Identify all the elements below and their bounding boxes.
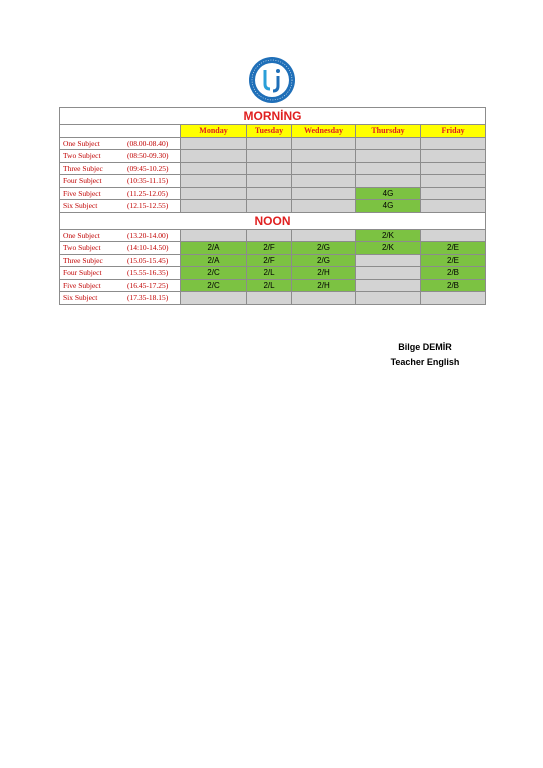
schedule-cell: 2/C [181, 279, 247, 292]
schedule-cell [292, 162, 356, 175]
teacher-role: Teacher English [390, 357, 460, 367]
schedule-cell [356, 150, 421, 163]
schedule-cell: 2/F [247, 254, 292, 267]
schedule-cell [421, 175, 486, 188]
schedule-cell [181, 137, 247, 150]
school-logo [248, 56, 296, 104]
slot-time: (11.25-12.05) [127, 188, 168, 198]
slot-time: (08:50-09.30) [127, 151, 169, 161]
slot-name: One Subject [63, 138, 100, 148]
table-row [60, 229, 486, 242]
table-row [60, 292, 486, 305]
slot-name: Two Subject [63, 151, 101, 161]
schedule-cell: 2/H [292, 279, 356, 292]
schedule-cell [421, 200, 486, 213]
schedule-cell: 2/L [247, 279, 292, 292]
morning-title: MORNİNG [60, 108, 486, 125]
slot-time: (09:45-10.25) [127, 163, 169, 173]
slot-label [60, 162, 181, 175]
slot-label [60, 137, 181, 150]
schedule-cell [181, 187, 247, 200]
slot-name: One Subject [63, 230, 100, 240]
schedule-cell [356, 162, 421, 175]
schedule-cell: 2/F [247, 242, 292, 255]
schedule-cell: 2/E [421, 242, 486, 255]
day-header-tuesday: Tuesday [247, 125, 292, 138]
table-row [60, 267, 486, 280]
noon-title-row [60, 212, 486, 229]
table-row [60, 137, 486, 150]
slot-label [60, 175, 181, 188]
table-row [60, 254, 486, 267]
slot-time: (15.05-15.45) [127, 255, 169, 265]
schedule-cell [247, 150, 292, 163]
table-row [60, 242, 486, 255]
schedule-cell [292, 200, 356, 213]
schedule-cell: 2/K [356, 242, 421, 255]
noon-title: NOON [60, 212, 486, 229]
day-header-wednesday: Wednesday [292, 125, 356, 138]
schedule-cell [247, 175, 292, 188]
slot-label [60, 229, 181, 242]
schedule-cell [292, 137, 356, 150]
schedule-cell: 4G [356, 200, 421, 213]
table-row [60, 187, 486, 200]
schedule-cell [181, 292, 247, 305]
schedule-cell [356, 279, 421, 292]
slot-name: Five Subject [63, 280, 101, 290]
slot-name: Three Subjec [63, 163, 103, 173]
slot-name: Six Subject [63, 293, 98, 303]
schedule-cell: 2/B [421, 267, 486, 280]
morning-title-row [60, 108, 486, 125]
schedule-cell [181, 150, 247, 163]
schedule-cell: 2/L [247, 267, 292, 280]
schedule-cell: 2/A [181, 242, 247, 255]
table-row [60, 175, 486, 188]
slot-time: (16.45-17.25) [127, 280, 169, 290]
schedule-cell [247, 187, 292, 200]
slot-name: Six Subject [63, 201, 98, 211]
schedule-cell: 2/H [292, 267, 356, 280]
slot-label [60, 242, 181, 255]
schedule-cell [356, 175, 421, 188]
schedule-cell [292, 187, 356, 200]
schedule-cell [421, 162, 486, 175]
schedule-cell [292, 175, 356, 188]
schedule-cell [421, 229, 486, 242]
schedule-cell: 2/B [421, 279, 486, 292]
day-header-friday: Friday [421, 125, 486, 138]
slot-label [60, 279, 181, 292]
slot-time: (12.15-12.55) [127, 201, 169, 211]
schedule-cell: 2/C [181, 267, 247, 280]
schedule-cell: 2/G [292, 254, 356, 267]
slot-label [60, 187, 181, 200]
slot-name: Five Subject [63, 188, 101, 198]
schedule-table [59, 107, 486, 305]
schedule-cell [356, 137, 421, 150]
schedule-cell [247, 292, 292, 305]
slot-name: Four Subject [63, 176, 102, 186]
schedule-cell [421, 187, 486, 200]
slot-name: Four Subject [63, 268, 102, 278]
slot-time: (17.35-18.15) [127, 293, 169, 303]
slot-time: (14:10-14.50) [127, 243, 169, 253]
schedule-cell [356, 292, 421, 305]
schedule-cell: 4G [356, 187, 421, 200]
schedule-cell [181, 175, 247, 188]
schedule-cell [356, 254, 421, 267]
slot-time: (15.55-16.35) [127, 268, 169, 278]
slot-label [60, 150, 181, 163]
schedule-cell [421, 137, 486, 150]
slot-name: Three Subjec [63, 255, 103, 265]
schedule-cell [247, 200, 292, 213]
slot-label [60, 267, 181, 280]
schedule-cell [181, 200, 247, 213]
slot-label [60, 292, 181, 305]
schedule-cell [292, 292, 356, 305]
schedule-cell [292, 150, 356, 163]
schedule-cell [247, 137, 292, 150]
schedule-cell [181, 162, 247, 175]
day-header-monday: Monday [181, 125, 247, 138]
table-row [60, 200, 486, 213]
schedule-cell: 2/E [421, 254, 486, 267]
table-row [60, 279, 486, 292]
schedule-cell [247, 162, 292, 175]
slot-name: Two Subject [63, 243, 101, 253]
table-row [60, 162, 486, 175]
slot-label [60, 254, 181, 267]
day-header-thursday: Thursday [356, 125, 421, 138]
schedule-cell: 2/A [181, 254, 247, 267]
slot-label [60, 200, 181, 213]
slot-time: (10:35-11.15) [127, 176, 169, 186]
schedule-cell [247, 229, 292, 242]
schedule-cell [356, 267, 421, 280]
schedule-cell: 2/G [292, 242, 356, 255]
schedule-cell [292, 229, 356, 242]
schedule-cell [181, 229, 247, 242]
schedule-cell [421, 150, 486, 163]
slot-time: (08.00-08.40) [127, 138, 169, 148]
day-header-row [60, 125, 486, 138]
schedule-cell: 2/K [356, 229, 421, 242]
teacher-name: Bilge DEMİR [398, 342, 452, 352]
slot-time: (13.20-14.00) [127, 230, 169, 240]
header-blank-cell [60, 125, 181, 138]
schedule-cell [421, 292, 486, 305]
table-row [60, 150, 486, 163]
